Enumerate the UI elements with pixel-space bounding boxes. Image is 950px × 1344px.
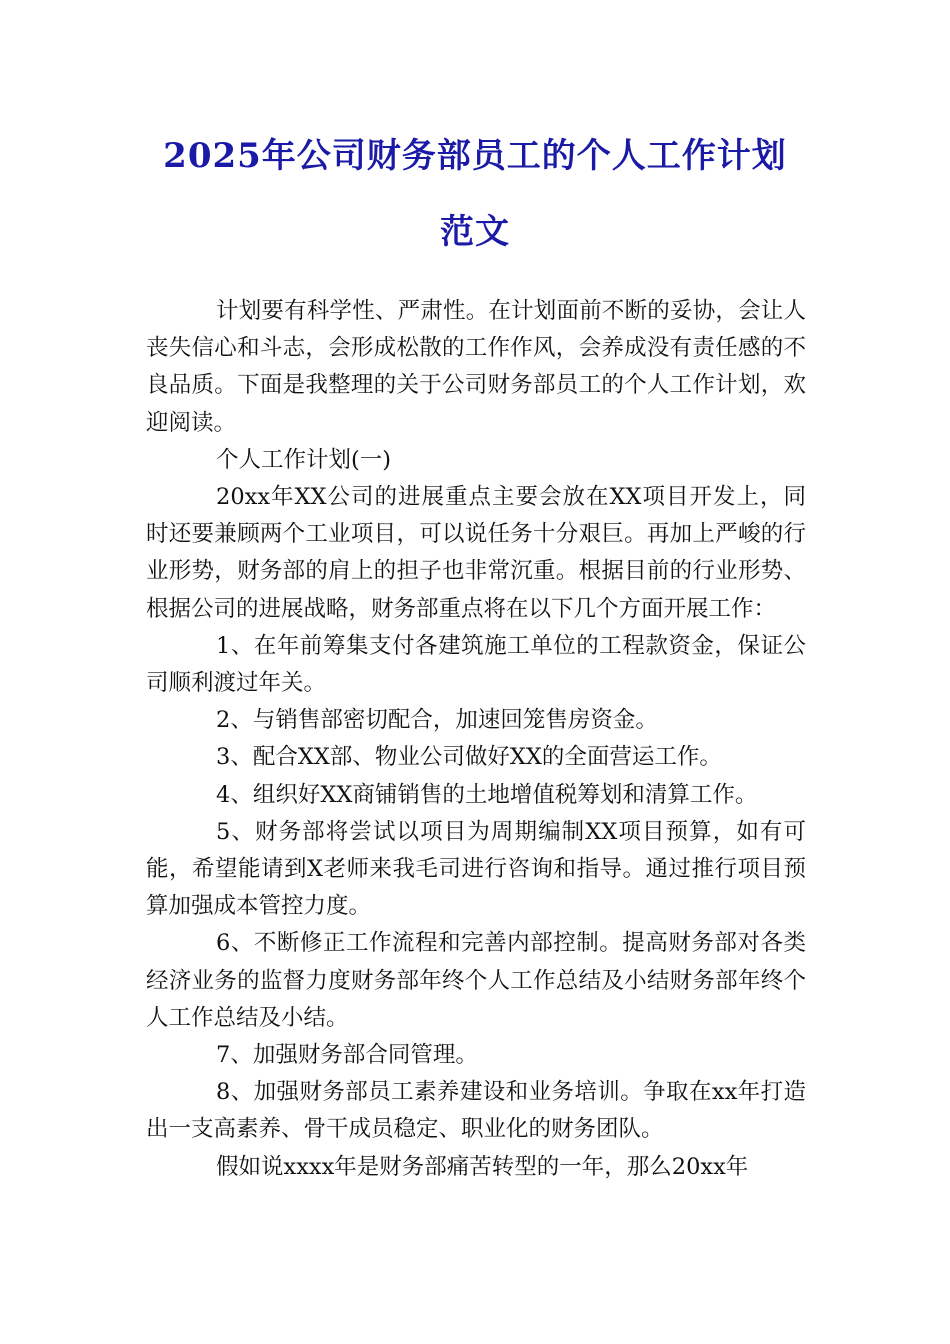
paragraph-item-2: 2、与销售部密切配合，加速回笼售房资金。	[216, 707, 658, 734]
document-title-line-1: 2025年公司财务部员工的个人工作计划	[163, 136, 787, 176]
paragraph-closing: 假如说xxxx年是财务部痛苦转型的一年，那么20xx年	[216, 1153, 749, 1180]
paragraph-item-5: 5、财务部将尝试以项目为周期编制XX项目预算，如有可能，希望能请到X老师来我毛司进行咨询和指导。通过推行项目预算加强成本管控力度。	[146, 818, 806, 920]
paragraph-section-heading: 个人工作计划(一)	[216, 446, 392, 473]
paragraph-intro: 计划要有科学性、严肃性。在计划面前不断的妥协，会让人丧失信心和斗志，会形成松散的工作作风，会养成没有责任感的不良品质。下面是我整理的关于公司财务部员工的个人工作计划，欢迎阅读。	[146, 298, 806, 436]
paragraph-overview: 20xx年XX公司的进展重点主要会放在XX项目开发上，同时还要兼顾两个工业项目，可以说任务十分艰巨。再加上严峻的行业形势，财务部的肩上的担子也非常沉重。根据目前的行业形势、根据公司的进展战略，财务部重点将在以下几个方面开展工作：	[146, 484, 806, 622]
paragraph-item-6: 6、不断修正工作流程和完善内部控制。提高财务部对各类经济业务的监督力度财务部年终个人工作总结及小结财务部年终个人工作总结及小结。	[146, 930, 806, 1031]
paragraph-item-3: 3、配合XX部、物业公司做好XX的全面营运工作。	[216, 744, 722, 771]
document-body	[146, 293, 806, 1186]
paragraph-item-8: 8、加强财务部员工素养建设和业务培训。争取在xx年打造出一支高素养、骨干成员稳定、职业化的财务团队。	[146, 1079, 806, 1143]
document-title-line-2: 范文	[440, 212, 510, 252]
paragraph-item-1: 1、在年前筹集支付各建筑施工单位的工程款资金，保证公司顺利渡过年关。	[146, 632, 806, 697]
paragraph-item-7: 7、加强财务部合同管理。	[216, 1042, 478, 1069]
paragraph-item-4: 4、组织好XX商铺销售的土地增值税筹划和清算工作。	[216, 781, 758, 808]
